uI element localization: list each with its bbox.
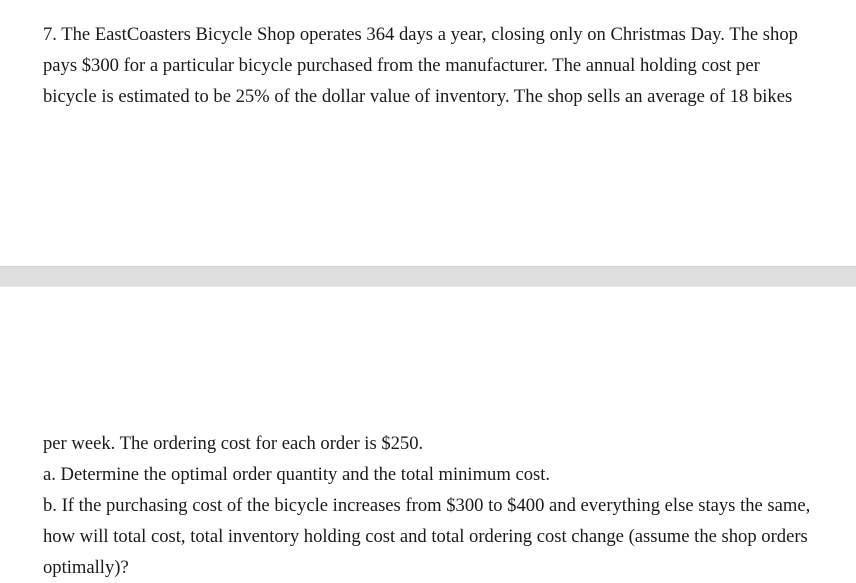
question-line: 7. The EastCoasters Bicycle Shop operates 364 days a year, closing only on Christmas Day. The shop: [43, 24, 798, 45]
question-line: pays $300 for a particular bicycle purchased from the manufacturer. The annual holding cost per: [43, 55, 760, 76]
document-page-bottom: [0, 287, 856, 582]
question-line: optimally)?: [43, 557, 129, 578]
question-part-a: a. Determine the optimal order quantity and the total minimum cost.: [43, 464, 551, 485]
question-line: per week. The ordering cost for each order is $250.: [43, 433, 424, 454]
document-page-top: [0, 0, 856, 266]
page-break-divider: [0, 266, 856, 287]
question-line: how will total cost, total inventory holding cost and total ordering cost change (assume the shop orders: [43, 526, 808, 547]
question-part-b: b. If the purchasing cost of the bicycle increases from $300 to $400 and everything else stays the same,: [43, 495, 811, 516]
question-line: bicycle is estimated to be 25% of the dollar value of inventory. The shop sells an average of 18 bikes: [43, 86, 793, 107]
